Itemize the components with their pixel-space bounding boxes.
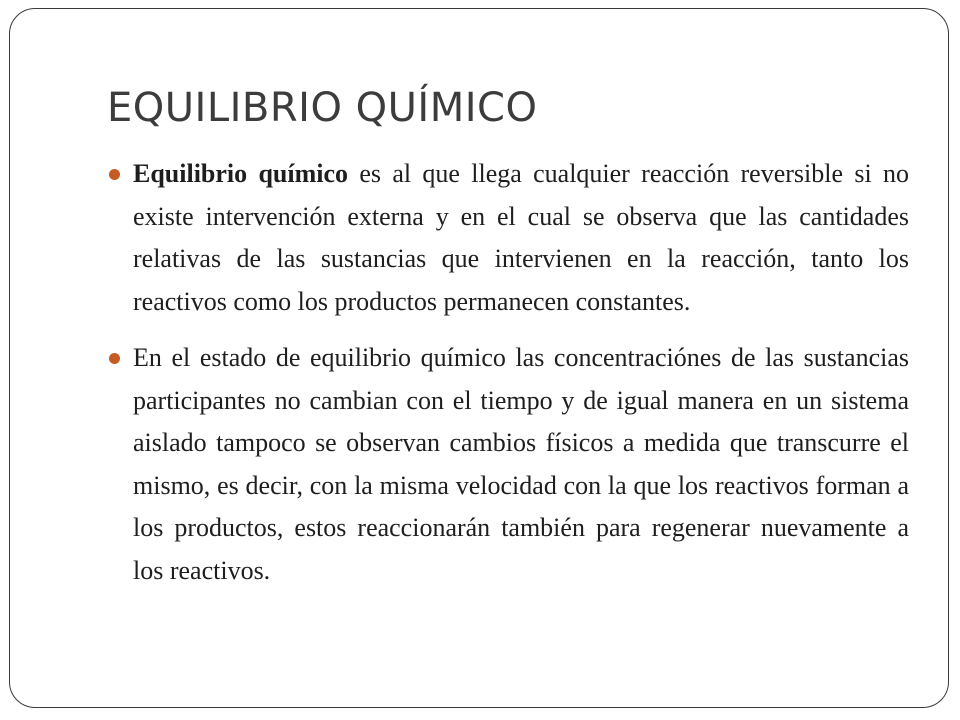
bullet-bold-lead: Equilibrio químico bbox=[133, 159, 349, 188]
bullet-text: En el estado de equilibrio químico las concentraciónes de las sustancias participantes no cambian con el tiempo y de igual manera en un sistema aislado tampoco se observan cambios físicos a medida que transcurre el mismo, es decir, con la misma velocidad con la que los reactivos forman a los productos, estos reaccionarán también para regenerar nuevamente a los reactivos. bbox=[133, 343, 909, 585]
bullet-item-definition bbox=[107, 153, 909, 323]
bullet-item-equilibrium-state bbox=[107, 337, 909, 592]
bullet-dot-icon bbox=[109, 353, 120, 364]
bullet-list bbox=[107, 153, 909, 606]
bullet-text: es al que llega cualquier reacción reversible si no existe intervención externa y en el cual se observa que las cantidades relativas de las sustancias que intervienen en la reacción, tanto los reactivos como los productos permanecen constantes. bbox=[133, 159, 909, 316]
bullet-dot-icon bbox=[109, 169, 120, 180]
slide-title: EQUILIBRIO QUÍMICO bbox=[107, 85, 538, 131]
